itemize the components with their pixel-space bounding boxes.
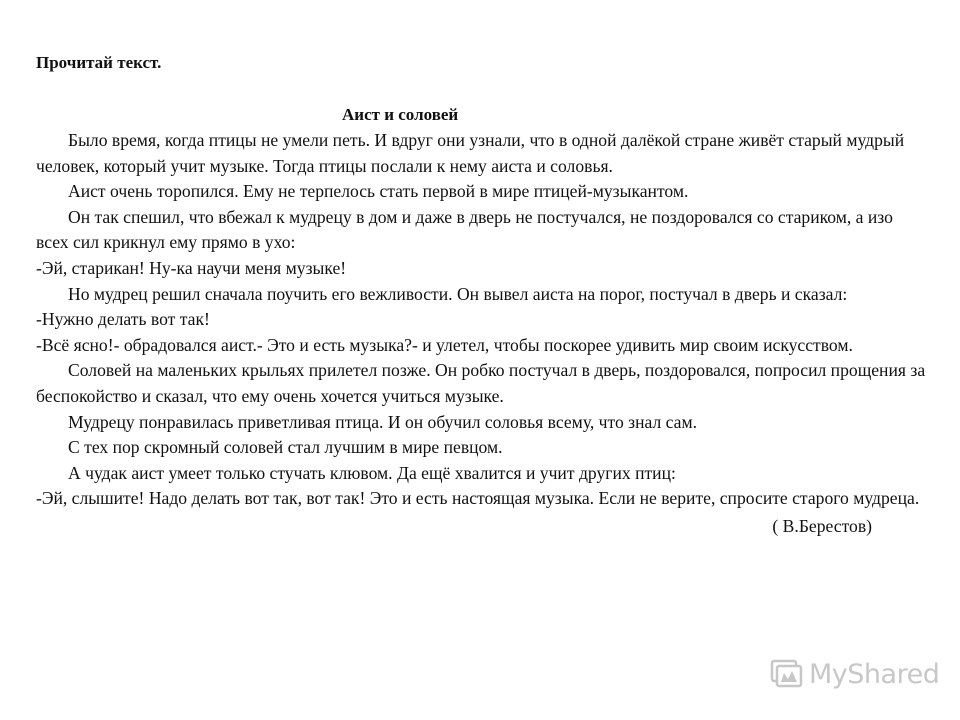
- paragraph: С тех пор скромный соловей стал лучшим в мире певцом.: [68, 437, 503, 458]
- document: [36, 50, 926, 539]
- watermark: [768, 654, 939, 694]
- paragraph: Аист очень торопился. Ему не терпелось стать первой в мире птицей-музыкантом.: [68, 181, 689, 202]
- story-title: Аист и соловей: [342, 105, 459, 124]
- paragraph: Но мудрец решил сначала поучить его вежливости. Он вывел аиста на порог, постучал в дверь и сказал:: [68, 283, 848, 304]
- paragraph: -Нужно делать вот так!: [36, 309, 210, 330]
- paragraph: -Всё ясно!- обрадовался аист.- Это и есть музыка?- и улетел, чтобы поскорее удивить мир своим искусством.: [36, 334, 853, 355]
- paragraph: Мудрецу понравилась приветливая птица. И он обучил соловья всему, что знал сам.: [68, 411, 698, 432]
- watermark-text: MyShared: [809, 658, 940, 690]
- paragraph: -Эй, слышите! Надо делать вот так, вот так! Это и есть настоящая музыка. Если не верите, спросите старого мудреца.: [36, 488, 920, 509]
- paragraph: Соловей на маленьких крыльях прилетел позже. Он робко постучал в дверь, поздоровался, попросил прощения за беспокойство и сказал, что ему очень хочется учиться музыке.: [36, 360, 926, 406]
- story-body: [36, 128, 926, 512]
- paragraph: Он так спешил, что вбежал к мудрецу в дом и даже в дверь не постучался, не поздоровался со стариком, а изо всех сил крикнул ему прямо в ухо:: [36, 206, 893, 253]
- paragraph: А чудак аист умеет только стучать клювом. Да ещё хвалится и учит других птиц:: [68, 462, 676, 483]
- myshared-logo-icon: [768, 658, 806, 690]
- paragraph: -Эй, старикан! Ну-ка научи меня музыке!: [36, 257, 347, 278]
- author-signature: ( В.Берестов): [772, 515, 872, 536]
- instruction: Прочитай текст.: [36, 53, 162, 72]
- paragraph: Было время, когда птицы не умели петь. И вдруг они узнали, что в одной далёкой стране живёт старый мудрый человек, который учит музыке. Тогда птицы послали к нему аиста и соловья.: [36, 130, 905, 176]
